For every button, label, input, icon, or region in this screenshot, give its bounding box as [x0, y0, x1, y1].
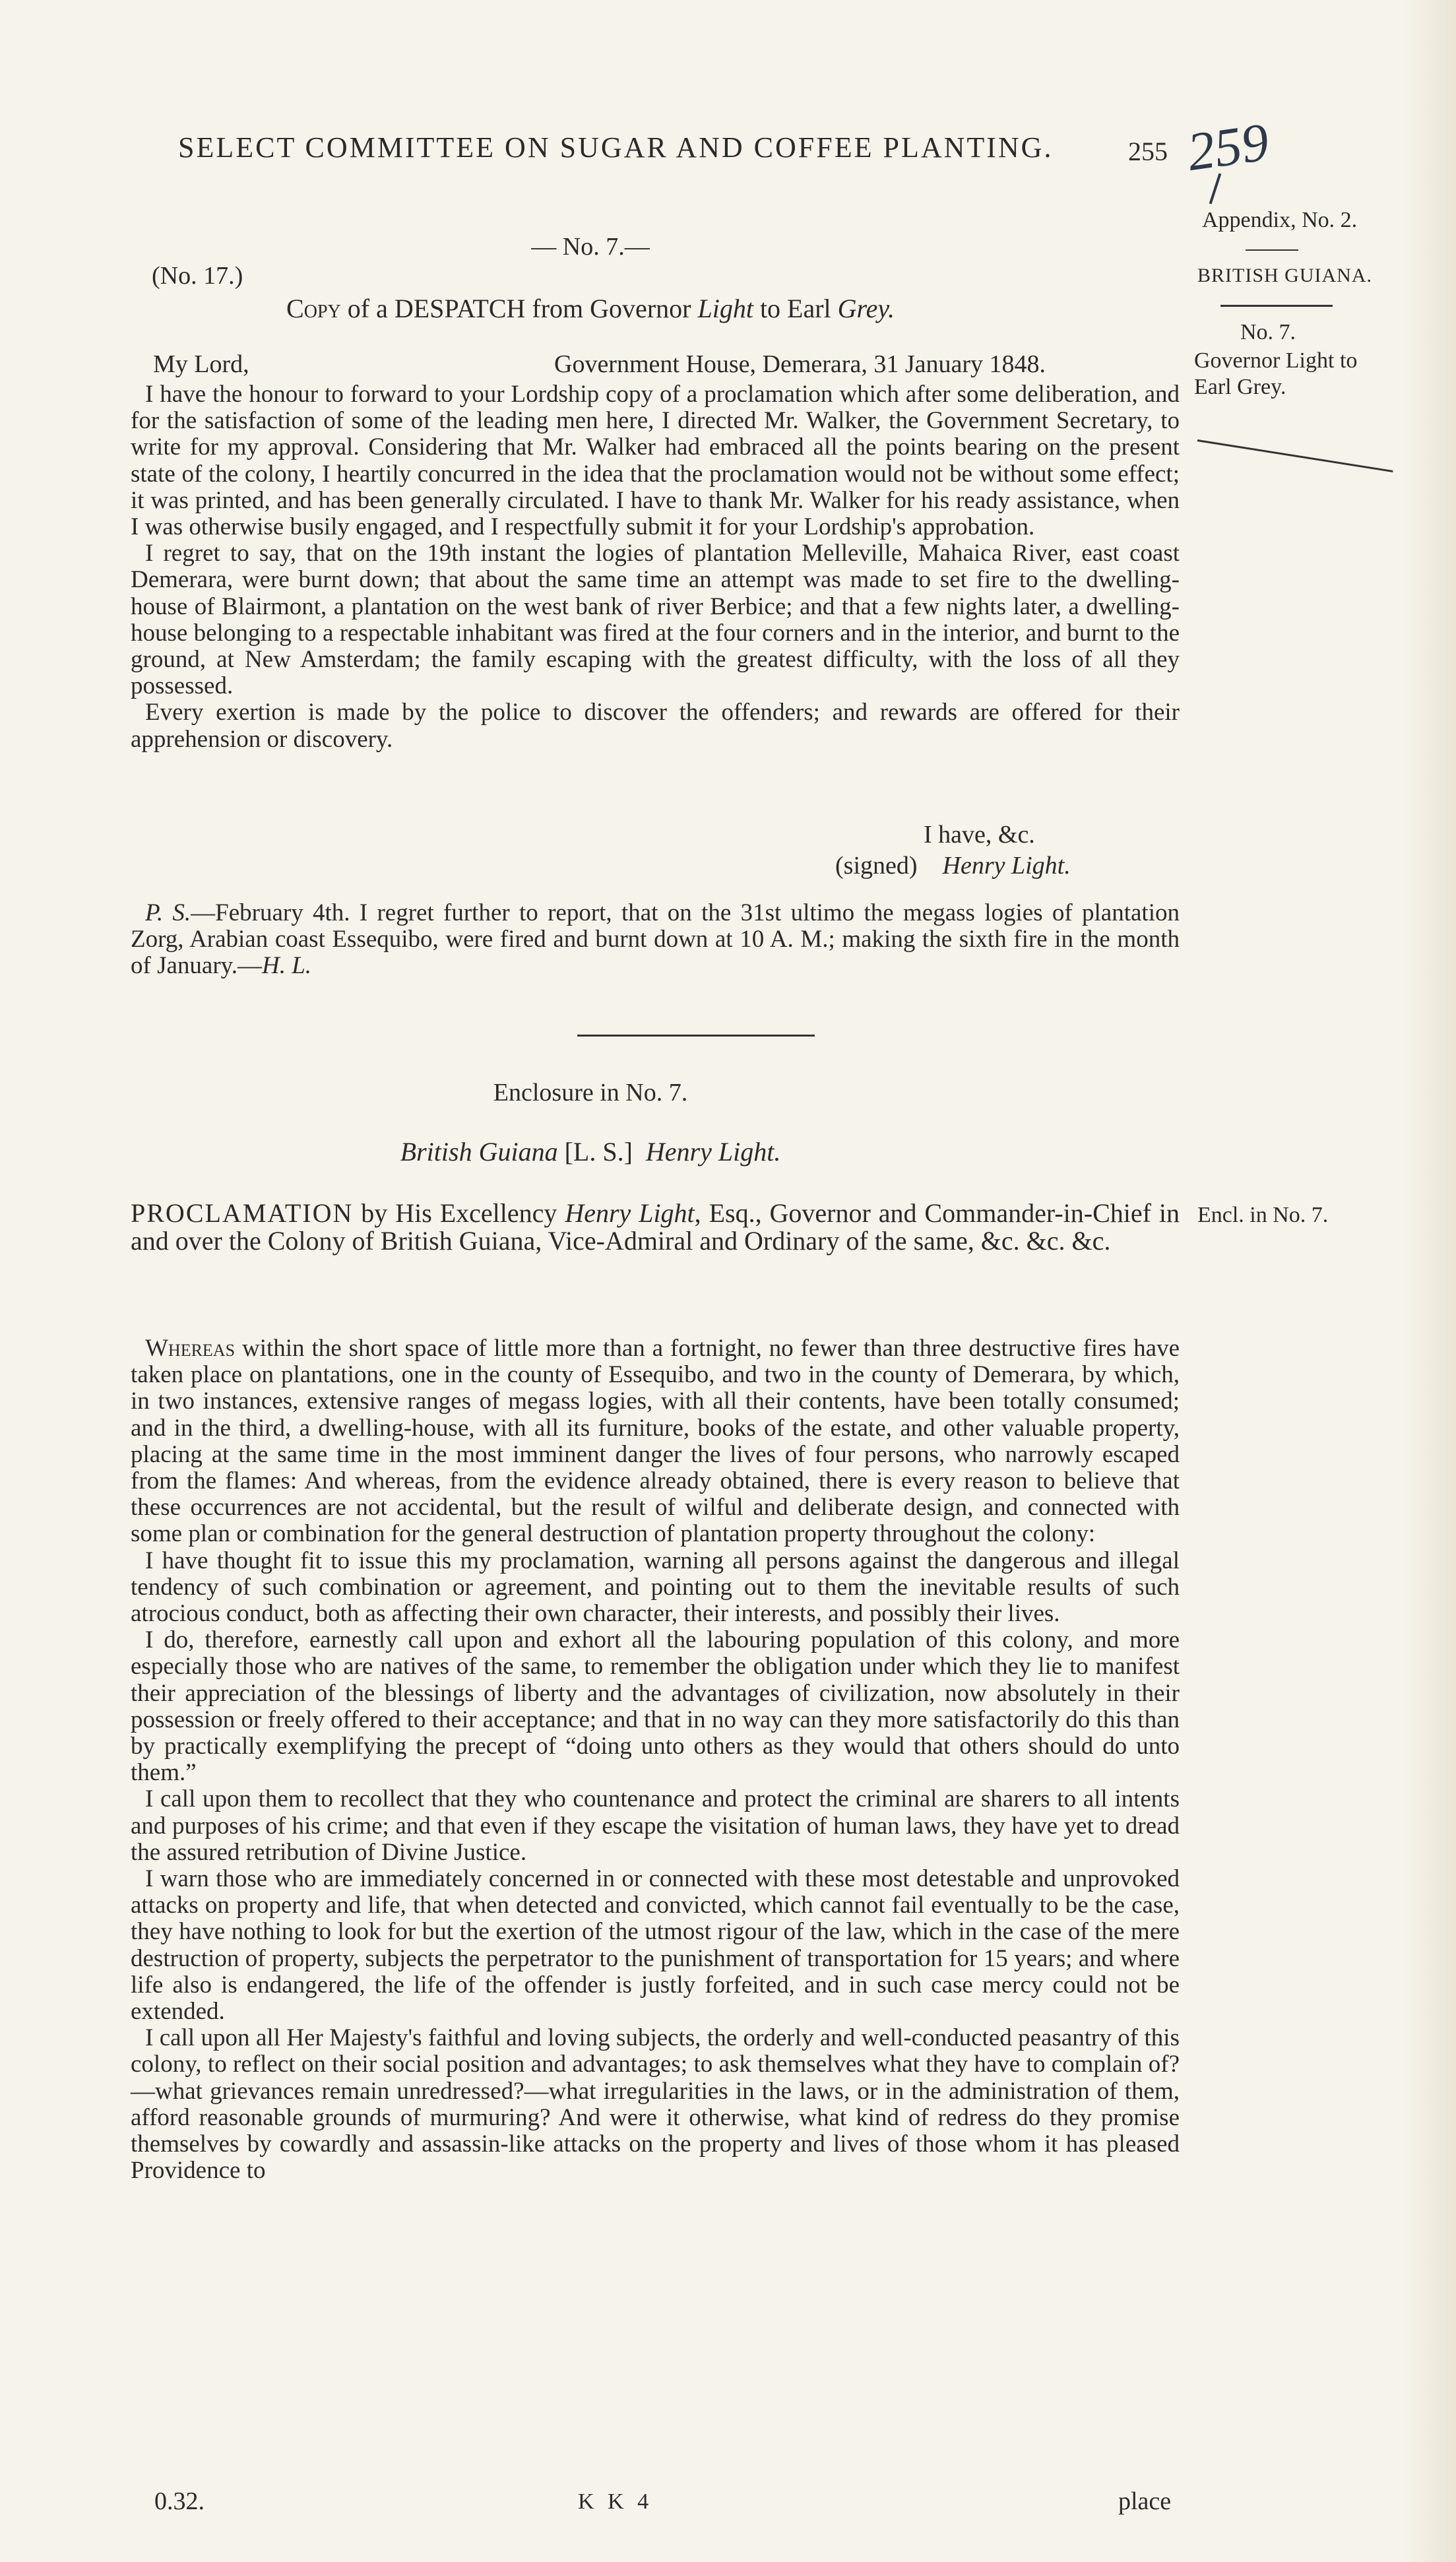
despatch-paragraph: I have the honour to forward to your Lordship copy of a proclamation which after some deliberation, and for the satisfaction of some of the leading men here, I directed Mr. Walker, the Government Secretary, to write for my approval. Considering that Mr. Walker had embraced all the points bearing on the present state of the colony, I heartily concurred in the idea that the proclamation would not be without some effect; it was printed, and has been generally circulated. I have to thank Mr. Walker for his ready assistance, when I was otherwise busily engaged, and I respectfully submit it for your Lordship's approbation. [131, 381, 1180, 541]
despatch-title-to: to Earl [753, 294, 838, 323]
sidebar-despatch-number: No. 7. [1240, 320, 1296, 344]
whereas-lead: Whereas [145, 1335, 236, 1362]
earl-name: Grey. [837, 294, 895, 323]
handwritten-folio-number: 259 [1184, 111, 1273, 183]
page-edge-shadow [1405, 0, 1456, 2562]
sidebar-appendix: Appendix, No. 2. [1202, 208, 1358, 232]
enclosure-seal-line [0, 1136, 1181, 1167]
sidebar-diagonal-rule [1197, 439, 1393, 472]
seal-mark: [L. S.] [564, 1137, 633, 1167]
proclamation-paragraph: I call upon all Her Majesty's faithful and loving subjects, the orderly and well-conducted peasantry of this colony, to reflect on their social position and advantages; to ask themselves what they have to complain of?—what grievances remain unredressed?—what irregularities in the laws, or in the administration of them, afford reasonable grounds of murmuring? And were it otherwise, what kind of redress do they promise themselves by cowardly and assassin-like attacks on the property and lives of those whom it has pleased Providence to [131, 2024, 1180, 2185]
seal-name: Henry Light. [645, 1137, 781, 1167]
enclosure-heading: Enclosure in No. 7. [493, 1079, 688, 1106]
despatch-number: — No. 7.— [531, 233, 650, 261]
footer-catchword: place [1118, 2487, 1172, 2515]
proclamation-name: Henry Light [565, 1198, 695, 1228]
signed-name: Henry Light. [942, 852, 1071, 880]
signed-label: (signed) [835, 852, 918, 880]
sidebar-rule [1220, 305, 1333, 307]
section-divider [577, 1035, 815, 1037]
proclamation-paragraph: I call upon them to recollect that they who countenance and protect the criminal are sharers to all intents and purposes of his crime; and that even if they escape the visitation of human laws, they have yet to dread the assured retribution of Divine Justice. [131, 1785, 1180, 1866]
paper-number: (No. 17.) [152, 262, 243, 290]
proclamation-heading [131, 1200, 1180, 1255]
ps-label: P. S. [145, 899, 191, 926]
postscript [131, 900, 1180, 980]
ps-text: —February 4th. I regret further to report, that on the 31st ultimo the megass logies of plantation Zorg, Arabian coast Essequibo, were fired and burnt down at 10 A. M.; making the sixth fire in the month of January.— [131, 899, 1180, 980]
postscript-paragraph [131, 900, 1180, 980]
signature [835, 851, 1071, 880]
proclamation-by: by His Excellency [353, 1198, 565, 1228]
running-header: SELECT COMMITTEE ON SUGAR AND COFFEE PLANTING. [178, 131, 1054, 164]
despatch-paragraph: Every exertion is made by the police to discover the offenders; and rewards are offered for their apprehension or discovery. [131, 699, 1180, 753]
proclamation-body [131, 1335, 1180, 2185]
salutation: My Lord, [153, 350, 249, 378]
ps-initials: H. L. [261, 952, 312, 980]
proclamation-paragraph: I do, therefore, earnestly call upon and exhort all the labouring population of this colony, and more especially those who are natives of the same, to remember the obligation under which they lie to manifest their appreciation of the blessings of liberty and the advantages of civilization, now absolutely in their possession or freely offered to their acceptance; and that in no way can they more satisfactorily do this than by practically exemplifying the precept of “doing unto others as they would that others should do unto them.” [131, 1626, 1180, 1787]
sidebar-colony: BRITISH GUIANA. [1197, 265, 1372, 286]
proclamation-paragraph: I have thought fit to issue this my proclamation, warning all persons against the dangerous and illegal tendency of such combination or agreement, and pointing out to them the inevitable results of such atrocious conduct, both as affecting their own character, their interests, and possibly their lives. [131, 1547, 1180, 1628]
governor-name: Light [697, 294, 753, 323]
colony-line: British Guiana [400, 1137, 558, 1167]
place-date: Government House, Demerara, 31 January 1848. [554, 350, 1046, 378]
copy-word: Copy [286, 294, 341, 323]
proclamation-lead: PROCLAMATION [131, 1198, 354, 1228]
despatch-title [0, 293, 1181, 324]
sidebar-governor-line2: Earl Grey. [1194, 375, 1286, 399]
despatch-paragraph: I regret to say, that on the 19th instant the logies of plantation Melleville, Mahaica River, east coast Demerara, were burnt down; that about the same time an attempt was made to set fire to the dwelling-house of Blairmont, a plantation on the west bank of river Berbice; and that a few nights later, a dwelling-house belonging to a respectable inhabitant was fired at the four corners and in the interior, and burnt to the ground, at New Amsterdam; the family escaping with the greatest difficulty, with the loss of all they possessed. [131, 540, 1180, 700]
despatch-title-mid: of a DESPATCH from Governor [340, 294, 698, 323]
sidebar-governor-note [1194, 348, 1405, 400]
page-number: 255 [1128, 137, 1168, 166]
proclamation-paragraph: I warn those who are immediately concerned in or connected with these most detestable and unprovoked attacks on property and life, that when detected and convicted, which cannot fail eventually to be the case, they have nothing to look for but the exertion of the utmost rigour of the law, which in the case of the mere destruction of property, subjects the perpetrator to the punishment of transportation for 15 years; and where life also is endangered, the life of the offender is justly forfeited, and in such case mercy could not be extended. [131, 1865, 1180, 2026]
closing: I have, &c. [924, 821, 1035, 849]
footer-paper-number: 0.32. [154, 2487, 205, 2515]
proclamation-paragraph [131, 1335, 1180, 1548]
sidebar-enclosure-note: Encl. in No. 7. [1197, 1203, 1329, 1227]
sidebar-governor-line1: Governor Light to [1194, 348, 1358, 373]
proclamation-rest: , Esq., Governor and Commander-in-Chief in and over the Colony of British Guiana, Vice-Admiral and Ordinary of the same, &c. &c. &c. [131, 1198, 1180, 1256]
sidebar-short-rule [1246, 249, 1298, 251]
footer-signature-mark: K K 4 [578, 2489, 653, 2514]
whereas-text: within the short space of little more than a fortnight, no fewer than three destructive fires have taken place on plantations, one in the county of Essequibo, and two in the county of Demerara, by which, in two instances, extensive ranges of megass logies, with all their contents, have been totally consumed; and in the third, a dwelling-house, with all its furniture, books of the estate, and other valuable property, placing at the same time in the most imminent danger the lives of four persons, who narrowly escaped from the flames: And whereas, from the evidence already obtained, there is every reason to believe that these occurrences are not accidental, but the result of wilful and deliberate design, and connected with some plan or combination for the general destruction of plantation property throughout the colony: [131, 1335, 1180, 1548]
despatch-body [131, 381, 1180, 753]
